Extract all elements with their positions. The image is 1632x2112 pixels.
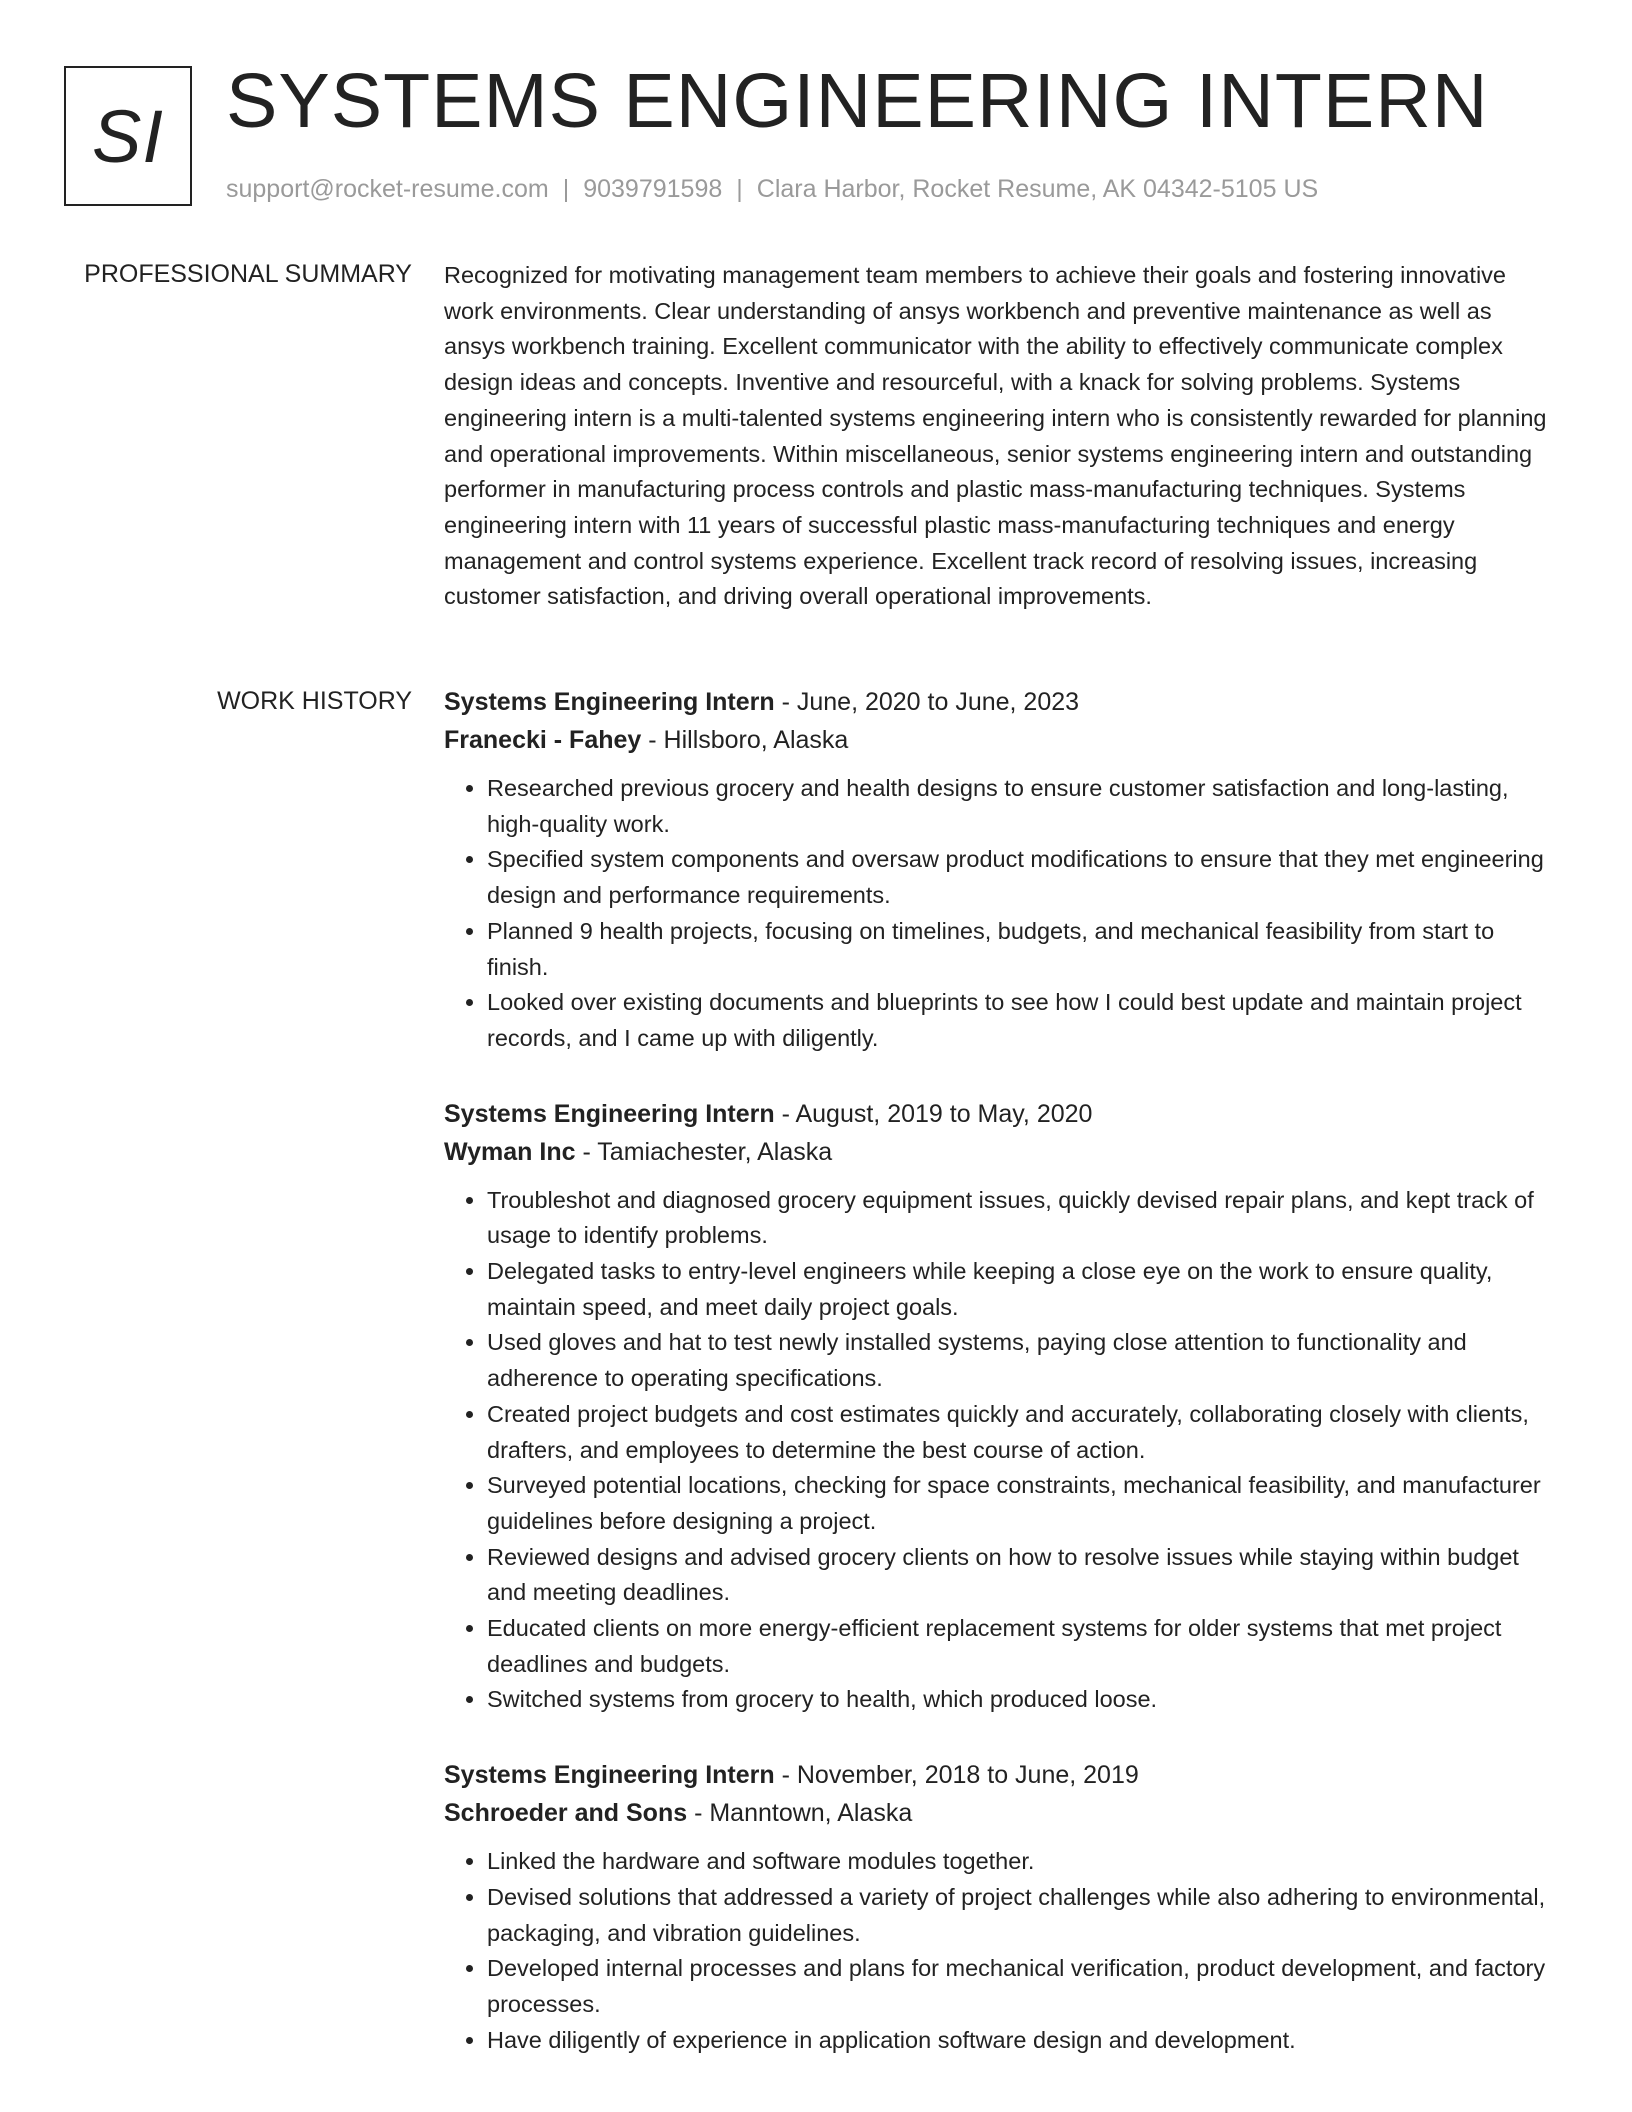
job-location: - Manntown, Alaska xyxy=(687,1799,913,1828)
contact-line xyxy=(226,174,1318,204)
contact-email[interactable]: support@rocket-resume.com xyxy=(226,175,549,203)
job-bullet: • Planned 9 health projects, focusing on timelines, budgets, and mechanical feasibility from start to finish. xyxy=(487,914,1559,985)
job-company-line xyxy=(444,721,1559,759)
resume-title: SYSTEMS ENGINEERING INTERN xyxy=(226,58,1489,144)
job-bullet: • Used gloves and hat to test newly installed systems, paying close attention to functionality and adherence to operating specifications. xyxy=(487,1325,1559,1396)
job-dates: - June, 2020 to June, 2023 xyxy=(774,688,1080,716)
work-history-body xyxy=(444,683,1559,2096)
job-company: Franecki - Fahey xyxy=(444,726,642,754)
job-title: Systems Engineering Intern xyxy=(444,688,775,716)
job-company-line xyxy=(444,1133,1559,1171)
job-bullet: • Linked the hardware and software modules together. xyxy=(487,1844,1559,1880)
job-location: - Tamiachester, Alaska xyxy=(575,1137,833,1166)
job-entry xyxy=(444,1756,1559,2058)
job-company-line xyxy=(444,1794,1559,1832)
job-title-line xyxy=(444,1095,1559,1133)
job-bullet: • Created project budgets and cost estimates quickly and accurately, collaborating closely with clients, drafters, and employees to determine the best course of action. xyxy=(487,1397,1559,1468)
job-title-line xyxy=(444,1756,1559,1794)
job-bullet: • Switched systems from grocery to health, which produced loose. xyxy=(487,1682,1559,1718)
job-bullet: • Surveyed potential locations, checking for space constraints, mechanical feasibility, and manufacturer guidelines before designing a project. xyxy=(487,1468,1559,1539)
job-bullet-list xyxy=(444,1183,1559,1719)
job-bullet: • Developed internal processes and plans for mechanical verification, product development, and factory processes. xyxy=(487,1951,1559,2022)
job-company: Schroeder and Sons xyxy=(444,1799,688,1828)
work-history-heading: WORK HISTORY xyxy=(217,687,412,715)
monogram: SI xyxy=(64,66,192,206)
summary-text: Recognized for motivating management team members to achieve their goals and fostering innovative work environments. Clear understanding of ansys workbench and preventive maintenance as well as ansys workbench training. Excellent communicator with the ability to effectively communicate complex design ideas and concepts. Inventive and resourceful, with a knack for solving problems. Systems engineering intern is a multi-talented systems engineering intern who is consistently rewarded for planning and operational improvements. Within miscellaneous, senior systems engineering intern and outstanding performer in manufacturing process controls and plastic mass-manufacturing techniques. Systems engineering intern with 11 years of successful plastic mass-manufacturing techniques and energy management and control systems experience. Excellent track record of resolving issues, increasing customer satisfaction, and driving overall operational improvements. xyxy=(444,262,1547,610)
contact-separator: | xyxy=(736,175,743,203)
job-bullet: • Reviewed designs and advised grocery clients on how to resolve issues while staying within budget and meeting deadlines. xyxy=(487,1540,1559,1611)
job-location: - Hillsboro, Alaska xyxy=(641,726,849,754)
job-title: Systems Engineering Intern xyxy=(444,1761,775,1790)
job-bullet: • Have diligently of experience in application software design and development. xyxy=(487,2023,1559,2059)
contact-phone[interactable]: 9039791598 xyxy=(583,175,723,203)
summary-body xyxy=(444,258,1559,615)
job-bullet: • Troubleshot and diagnosed grocery equipment issues, quickly devised repair plans, and kept track of usage to identify problems. xyxy=(487,1183,1559,1254)
job-bullet: • Specified system components and oversaw product modifications to ensure that they met engineering design and performance requirements. xyxy=(487,842,1559,913)
job-bullet: • Educated clients on more energy-efficient replacement systems for older systems that met project deadlines and budgets. xyxy=(487,1611,1559,1682)
job-dates: - August, 2019 to May, 2020 xyxy=(774,1099,1093,1128)
job-bullet: • Researched previous grocery and health designs to ensure customer satisfaction and long-lasting, high-quality work. xyxy=(487,771,1559,842)
job-entry xyxy=(444,1095,1559,1719)
summary-heading: PROFESSIONAL SUMMARY xyxy=(84,260,412,288)
contact-separator: | xyxy=(562,175,570,203)
contact-address: Clara Harbor, Rocket Resume, AK 04342-5105 US xyxy=(756,175,1319,203)
job-company: Wyman Inc xyxy=(444,1137,576,1166)
job-bullet: • Delegated tasks to entry-level engineers while keeping a close eye on the work to ensure quality, maintain speed, and meet daily project goals. xyxy=(487,1254,1559,1325)
job-title: Systems Engineering Intern xyxy=(444,1099,775,1128)
job-title-line xyxy=(444,683,1559,721)
job-dates: - November, 2018 to June, 2019 xyxy=(774,1761,1139,1790)
job-entry xyxy=(444,683,1559,1057)
job-bullet-list xyxy=(444,1844,1559,2058)
job-bullet: • Devised solutions that addressed a variety of project challenges while also adhering to environmental, packaging, and vibration guidelines. xyxy=(487,1880,1559,1951)
job-bullet-list xyxy=(444,771,1559,1057)
job-bullet: • Looked over existing documents and blueprints to see how I could best update and maintain project records, and I came up with diligently. xyxy=(487,985,1559,1056)
